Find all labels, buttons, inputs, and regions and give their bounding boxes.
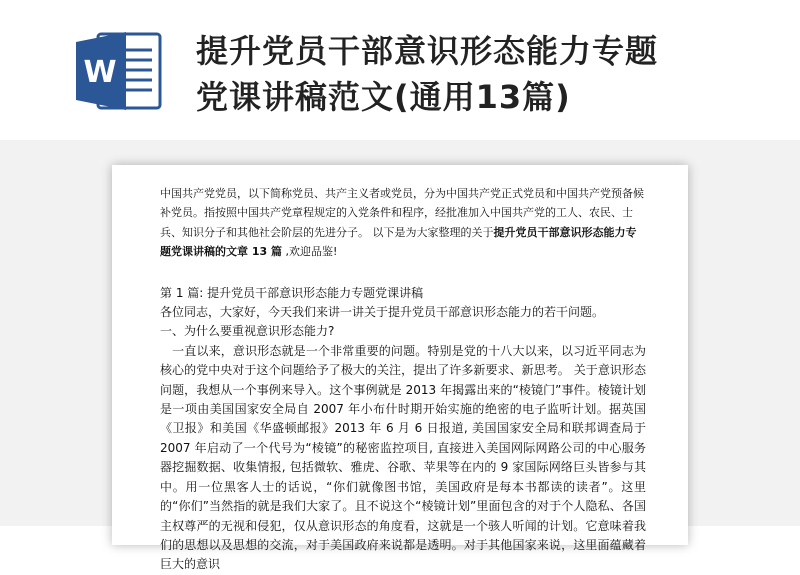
intro-end-text: ,欢迎品鉴! (281, 245, 338, 259)
intro-text: 中国共产党党员，以下简称党员、共产主义者或党员，分为中国共产党正式党员和中国共产党预备候补党员。指按照中国共产党章程规定的入党条件和程序，经批准加入中国共产党的工人、农民、士兵、知识分子和其他社会阶层的先进分子。 以下是为大家整理的关于 (160, 187, 644, 239)
body-paragraph-text: 一直以来，意识形态就是一个非常重要的问题。特别是党的十八大以来，以习近平同志为核心的党中央对于这个问题给予了极大的关注，提出了许多新要求、新思考。 关于意识形态问题，我想从一个事例来导入。这个事例就是 2013 年揭露出来的“棱镜门”事件。棱镜计划是一项由美国国家安全局自 2007 年小布什时期开始实施的绝密的电子监听计划。据英国《卫报》和美国《华盛顿邮报》2013 年 6 月 6 日报道, 美国国家安全局和联邦调查局于 2007 年启动了一个代号为“棱镜”的秘密监控项目, 直接进入美国网际网路公司的中心服务器挖掘数据、收集情报, 包括微软、雅虎、谷歌、苹果等在内的 9 家国际网络巨头皆参与其中。用一位黑客人士的话说，“你们就像图书馆，美国政府是每本书都读的读者”。这里的“你们”当然指的就是我们大家了。且不说这个“棱镜计划”里面包含的对于个人隐私、各国主权尊严的无视和侵犯，仅从意识形态的角度看，这就是一个骇人听闻的计划。它意味着我们的思想以及思想的交流，对于美国政府来说都是透明。对于其他国家来说，这里面蕴藏着巨大的意识 (160, 343, 646, 572)
title-line-2: 党课讲稿范文(通用13篇) (196, 78, 571, 116)
greeting-line: 各位同志，大家好，今天我们来讲一讲关于提升党员干部意识形态能力的若干问题。 (160, 305, 605, 320)
document-content (160, 184, 646, 575)
intro-bold-text: 提升党员干部意识形态能力专题党课讲稿的文章 13 篇 (160, 225, 637, 259)
word-icon-letter: W (83, 55, 117, 90)
chapter-heading: 第 1 篇: 提升党员干部意识形态能力专题党课讲稿 (160, 285, 424, 300)
page-title (196, 28, 776, 120)
word-document-icon (76, 30, 176, 112)
section-heading: 一、为什么要重视意识形态能力? (160, 324, 335, 339)
title-line-1: 提升党员干部意识形态能力专题 (196, 32, 659, 70)
document-page (112, 165, 688, 572)
body-paragraph (160, 342, 646, 575)
intro-paragraph (160, 184, 646, 262)
header (0, 0, 800, 140)
